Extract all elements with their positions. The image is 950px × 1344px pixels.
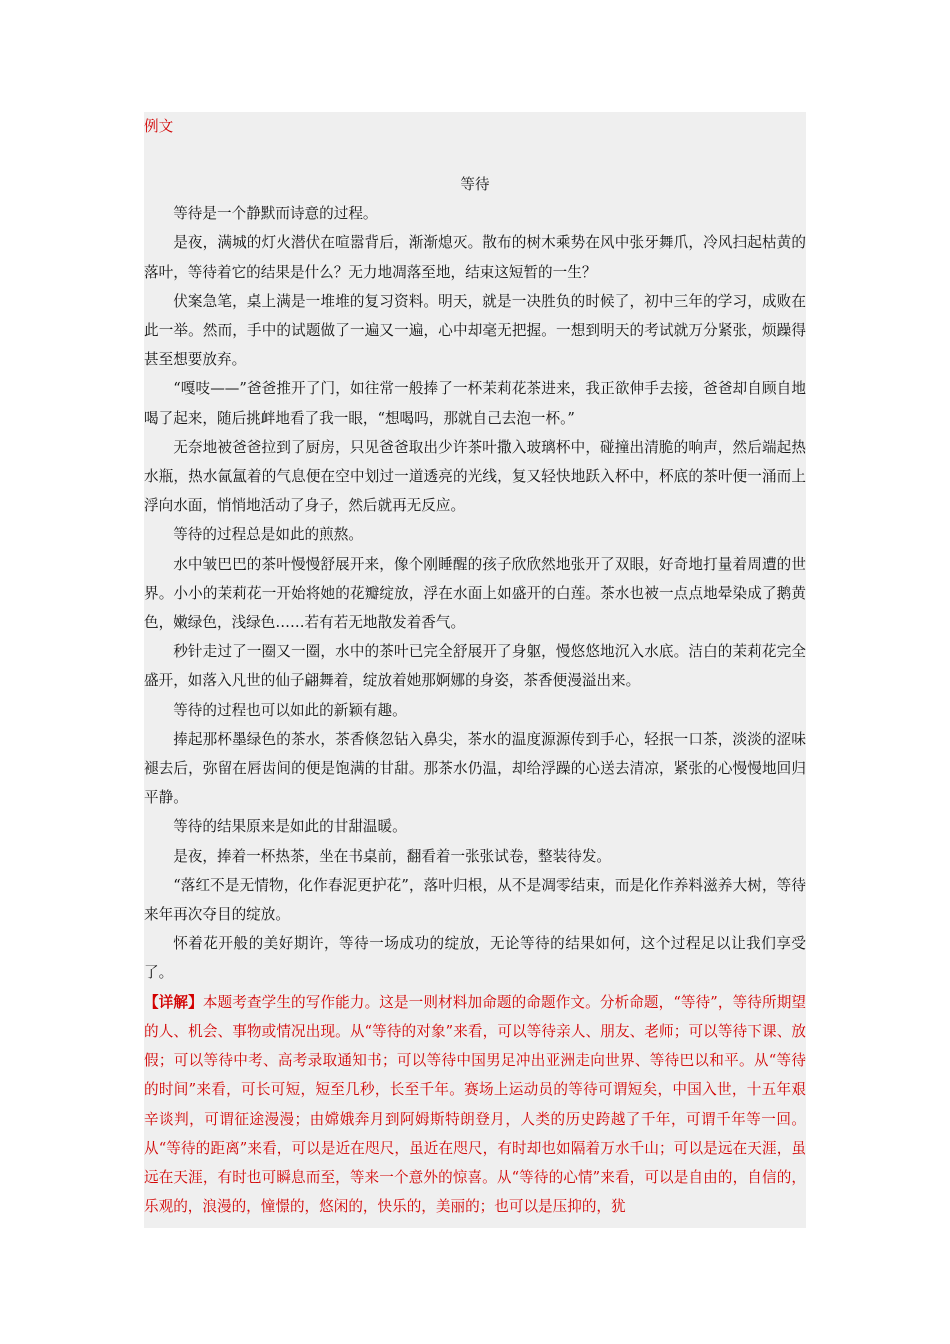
essay-paragraph: 怀着花开般的美好期许，等待一场成功的绽放，无论等待的结果如何，这个过程足以让我们享受了。 (144, 935, 806, 982)
essay-paragraph: 是夜，捧着一杯热茶，坐在书桌前，翻看着一张张试卷，整装待发。 (173, 847, 612, 865)
detail-explanation (144, 988, 806, 1222)
detail-tag: 【详解】 (144, 993, 203, 1011)
essay-paragraph: 无奈地被爸爸拉到了厨房，只见爸爸取出少许茶叶撒入玻璃杯中，碰撞出清脆的响声，然后端起热水瓶，热水氤氲着的气息便在空中划过一道透亮的光线，复又轻快地跃入杯中，杯底的茶叶便一涌而上浮向水面，悄悄地活动了身子，然后就再无反应。 (144, 438, 806, 515)
essay-paragraph: 伏案急笔，桌上满是一堆堆的复习资料。明天，就是一决胜负的时候了，初中三年的学习，成败在此一举。然而，手中的试题做了一遍又一遍，心中却毫无把握。一想到明天的考试就万分紧张，烦躁得甚至想要放弃。 (144, 292, 806, 369)
essay-paragraph: “嘎吱——”爸爸推开了门，如往常一般捧了一杯茉莉花茶进来，我正欲伸手去接，爸爸却自顾自地喝了起来，随后挑衅地看了我一眼，“想喝吗，那就自己去泡一杯。” (144, 380, 806, 427)
essay-paragraph: 等待的过程总是如此的煎熬。 (173, 526, 363, 544)
essay-paragraph: 等待是一个静默而诗意的过程。 (173, 205, 378, 223)
essay-paragraph: 是夜，满城的灯火潜伏在喧嚣背后，渐渐熄灭。散布的树木乘势在风中张牙舞爪，冷风扫起枯黄的落叶，等待着它的结果是什么？无力地凋落至地，结束这短暂的一生？ (144, 234, 806, 281)
essay-paragraph: “落红不是无情物，化作春泥更护花”，落叶归根，从不是凋零结束，而是化作养料滋养大树，等待来年再次夺目的绽放。 (144, 876, 806, 924)
example-label: 例文 (144, 118, 174, 135)
essay-paragraph: 水中皱巴巴的茶叶慢慢舒展开来，像个刚睡醒的孩子欣欣然地张开了双眼，好奇地打量着周遭的世界。小小的茉莉花一开始将她的花瓣绽放，浮在水面上如盛开的白莲。茶水也被一点点地晕染成了鹅黄色，嫩绿色，浅绿色……若有若无地散发着香气。 (144, 555, 806, 632)
essay-title: 等待 (460, 176, 490, 193)
detail-text: 本题考查学生的写作能力。这是一则材料加命题的命题作文。分析命题，“等待”，等待所期望的人、机会、事物或情况出现。从“等待的对象”来看，可以等待亲人、朋友、老师；可以等待下课、放假；可以等待中考、高考录取通知书；可以等待中国男足冲出亚洲走向世界、等待巴以和平。从“等待的时间”来看，可长可短，短至几秒，长至千年。赛场上运动员的等待可谓短矣，中国入世，十五年艰辛谈判，可谓征途漫漫；由嫦娥奔月到阿姆斯特朗登月，人类的历史跨越了千年，可谓千年等一回。从“等待的距离”来看，可以是近在咫尺，虽近在咫尺，有时却也如隔着万水千山；可以是远在天涯，虽远在天涯，有时也可瞬息而至，等来一个意外的惊喜。从“等待的心情”来看，可以是自由的，自信的，乐观的，浪漫的，憧憬的，悠闲的，快乐的，美丽的；也可以是压抑的，犹 (144, 993, 806, 1216)
essay-paragraph: 等待的结果原来是如此的甘甜温暖。 (173, 818, 407, 836)
essay-paragraph: 等待的过程也可以如此的新颖有趣。 (173, 701, 407, 719)
essay-paragraph: 捧起那杯墨绿色的茶水，茶香倏忽钻入鼻尖，茶水的温度源源传到手心，轻抿一口茶，淡淡的涩味褪去后，弥留在唇齿间的便是饱满的甘甜。那茶水仍温，却给浮躁的心送去清凉，紧张的心慢慢地回归平静。 (144, 730, 806, 807)
essay-paragraph: 秒针走过了一圈又一圈，水中的茶叶已完全舒展开了身躯，慢悠悠地沉入水底。洁白的茉莉花完全盛开，如落入凡世的仙子翩舞着，绽放着她那婀娜的身姿，茶香便漫溢出来。 (144, 643, 806, 690)
document-page (144, 112, 806, 1228)
